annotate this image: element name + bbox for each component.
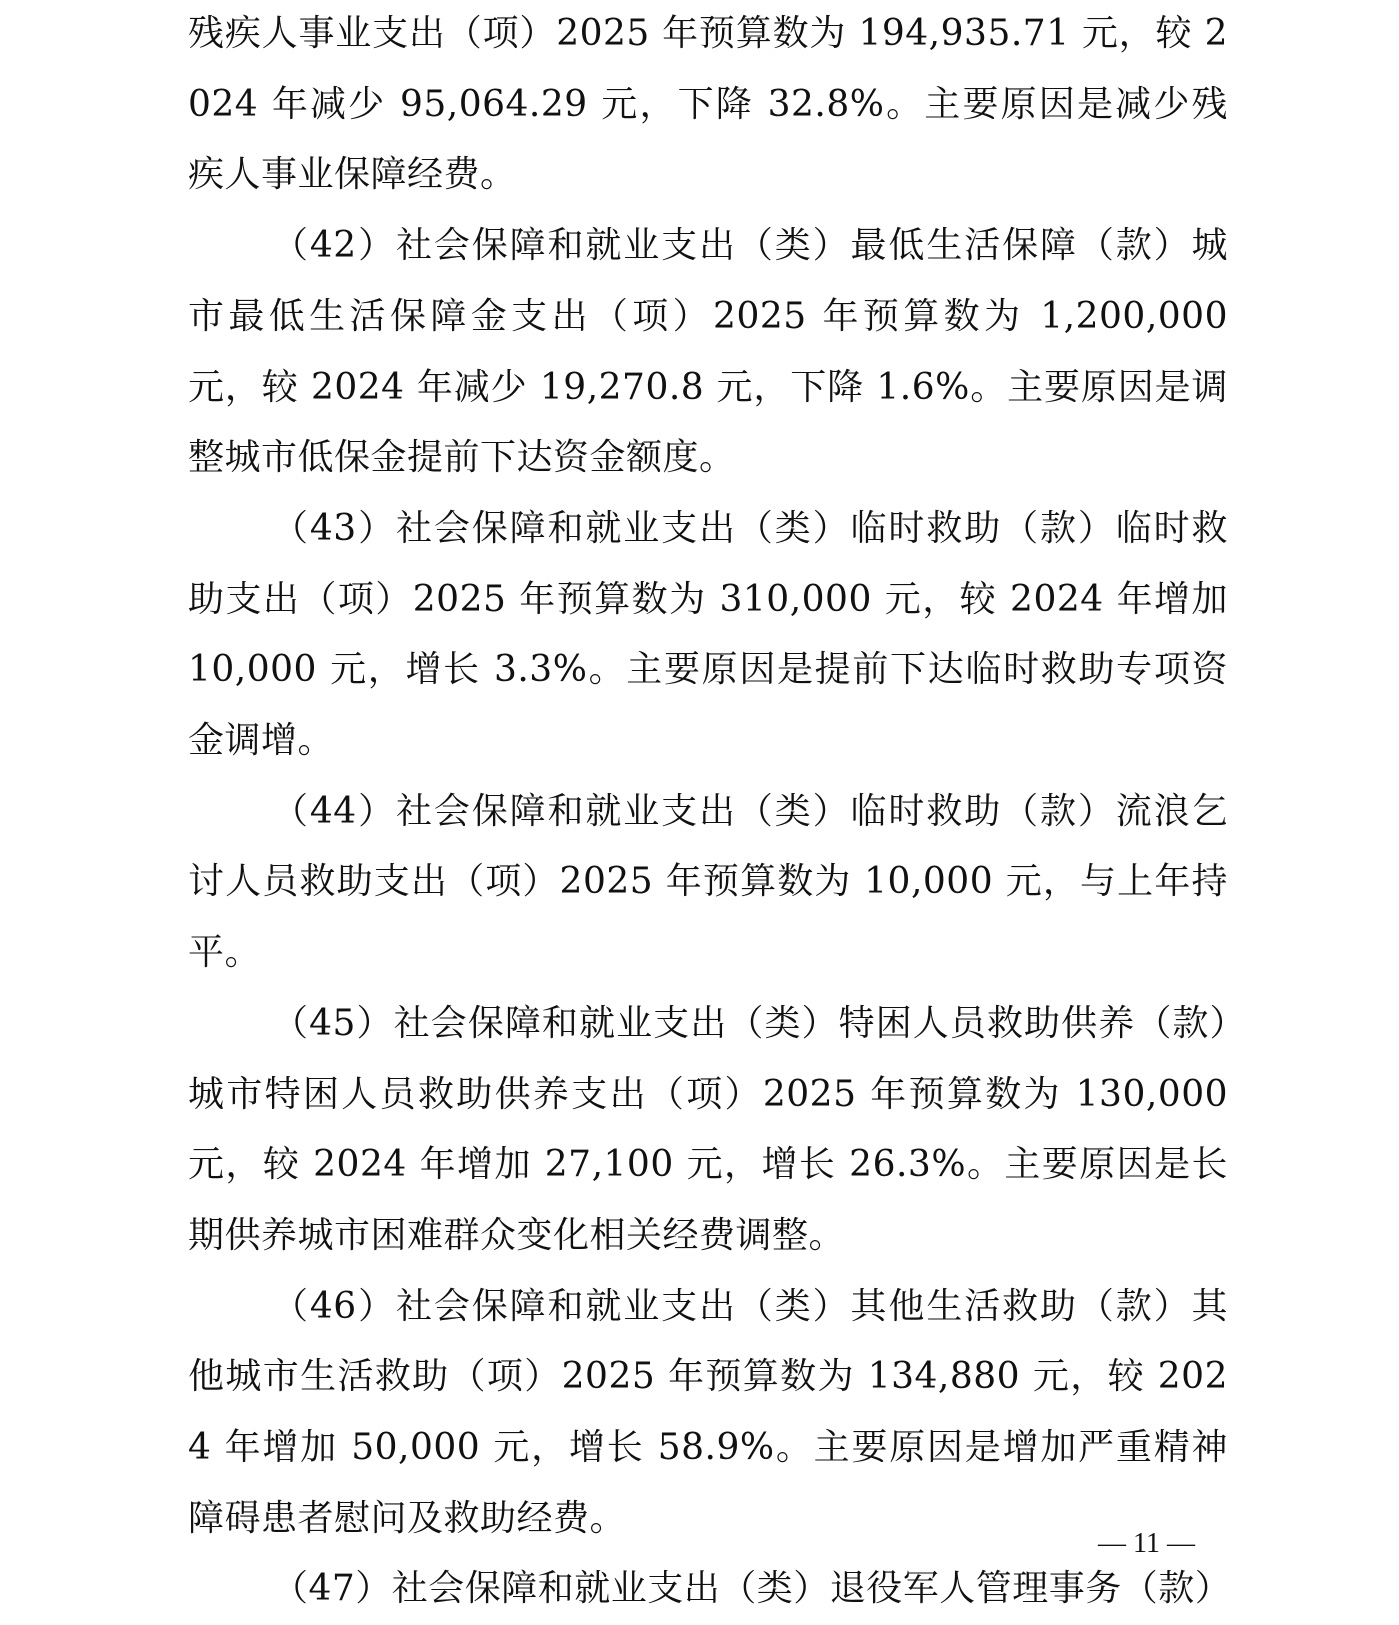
paragraph-item-43: （43）社会保障和就业支出（类）临时救助（款）临时救助支出（项）2025 年预算数为 310,000 元，较 2024 年增加 10,000 元，增长 3.3%。主要原因是提前下达临时救助专项资金调增。: [188, 507, 1228, 762]
page-number: — 11 —: [1098, 1528, 1195, 1559]
paragraph-item-46: （46）社会保障和就业支出（类）其他生活救助（款）其他城市生活救助（项）2025 年预算数为 134,880 元，较 2024 年增加 50,000 元，增长 58.9%。主要原因是增加严重精神障碍患者慰问及救助经费。: [188, 1285, 1228, 1539]
paragraph-item-42: （42）社会保障和就业支出（类）最低生活保障（款）城市最低生活保障金支出（项）2025 年预算数为 1,200,000 元，较 2024 年减少 19,270.8 元，下降 1.6%。主要原因是调整城市低保金提前下达资金额度。: [188, 225, 1228, 479]
paragraph-item-44: （44）社会保障和就业支出（类）临时救助（款）流浪乞讨人员救助支出（项）2025 年预算数为 10,000 元，与上年持平。: [188, 790, 1228, 974]
paragraph-item-47: （47）社会保障和就业支出（类）退役军人管理事务（款）: [272, 1568, 1232, 1610]
document-body: [188, 0, 1232, 1625]
paragraph-disability-affairs: 残疾人事业支出（项）2025 年预算数为 194,935.71 元，较 2024 年减少 95,064.29 元，下降 32.8%。主要原因是减少残疾人事业保障经费。: [188, 13, 1228, 196]
paragraph-item-45: （45）社会保障和就业支出（类）特困人员救助供养（款）城市特困人员救助供养支出（项）2025 年预算数为 130,000 元，较 2024 年增加 27,100 元，增长 26.3%。主要原因是长期供养城市困难群众变化相关经费调整。: [188, 1002, 1228, 1256]
